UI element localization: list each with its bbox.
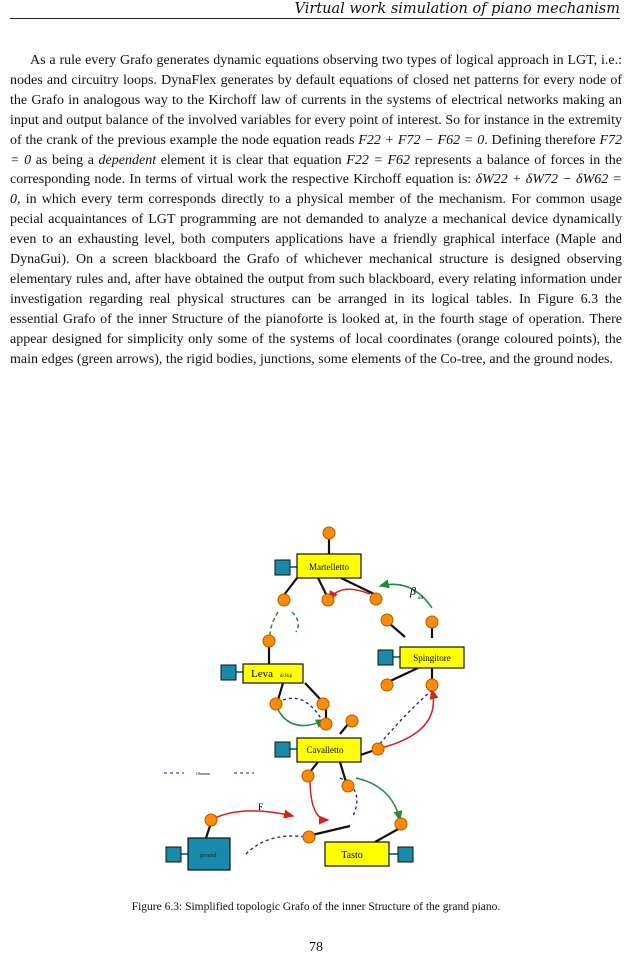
text-segment: . Defining therefore <box>484 132 600 148</box>
page-number: 78 <box>309 940 323 955</box>
figure-caption: Figure 6.3: Simplified topologic Grafo of the inner Structure of the grand piano. <box>131 901 501 913</box>
ground-node <box>166 847 181 862</box>
label-ground: ground <box>199 853 217 859</box>
ground-node <box>398 847 413 862</box>
label-leva-sub: di Rip <box>279 674 293 679</box>
running-header <box>10 0 620 19</box>
ground-node <box>275 742 290 757</box>
ground-node <box>221 665 236 680</box>
ground-links <box>181 567 400 854</box>
balance-equation: F22 = F62 <box>346 152 411 168</box>
body-text <box>10 51 622 370</box>
text-segment: represents a balance of forces in the corresponding node. In terms of virtual work the respective Kirchoff equation is: <box>10 152 622 188</box>
dependent-equation: F72 = 0 <box>10 132 622 168</box>
node-equation: F22 + F72 − F62 = 0 <box>358 132 485 148</box>
label-force: F <box>258 802 264 812</box>
text-segment: , in which every term corresponds directly to a physical member of the mechanism. For common usage pecial acquaintances of LGT programming are not demanded to analyze a mechanical device dynamically even to an exhausting level, both computers applications have a friendly graphical interface (Maple and DynaGui). On a screen blackboard the Grafo of whichever mechanical structure is designed observing elementary rules and, after have obtained the output from such blackboard, every relating information under investigation regarding real physical structures can be arranged in its logical tables. In Figure 6.3 the essential Grafo of the inner Structure of the pianoforte is looked at, in the fourth stage of operation. There appear designed for simplicity only some of the systems of local coordinates (orange coloured points), the main edges (green arrows), the rigid bodies, junctions, some elements of the Co-tree, and the ground nodes. <box>10 192 622 367</box>
figure-grafo <box>0 520 632 880</box>
label-beta-sub: ad <box>418 596 423 601</box>
main-paragraph <box>10 51 622 370</box>
label-martelletto: Martelletto <box>309 562 349 572</box>
text-segment: element it is clear that equation <box>156 152 347 168</box>
grafo-diagram <box>0 520 632 880</box>
label-leva: Leva <box>251 668 273 680</box>
text-segment: As a rule every Grafo generates dynamic equations observing two types of logical approach in LGT, i.e.: nodes and circuitry loops. DynaFlex generates by default equations of closed net patterns for every node of the Grafo in analogous way to the Kirchoff law of currents in the systems of electrical networks making an input and output balance of the involved variables for every point of interest. So for instance in the extremity of the crank of the previous example the node equation reads <box>10 53 622 148</box>
text-segment: as being a <box>31 152 99 168</box>
label-beta: β <box>410 584 416 598</box>
label-cavalletto: Cavalletto <box>306 745 344 755</box>
label-spingitore: Spingitore <box>413 653 451 663</box>
label-tasto: Tasto <box>341 850 363 861</box>
legend-label: Ohmmm <box>196 771 211 776</box>
running-title: Virtual work simulation of piano mechanism <box>294 1 620 17</box>
ground-node <box>275 560 290 575</box>
ground-node <box>378 650 393 665</box>
emphasis-dependent: dependent <box>98 152 157 168</box>
virtual-work-equation: δW22 + δW72 − δW62 = 0 <box>10 172 622 208</box>
junction-lines <box>206 538 432 842</box>
